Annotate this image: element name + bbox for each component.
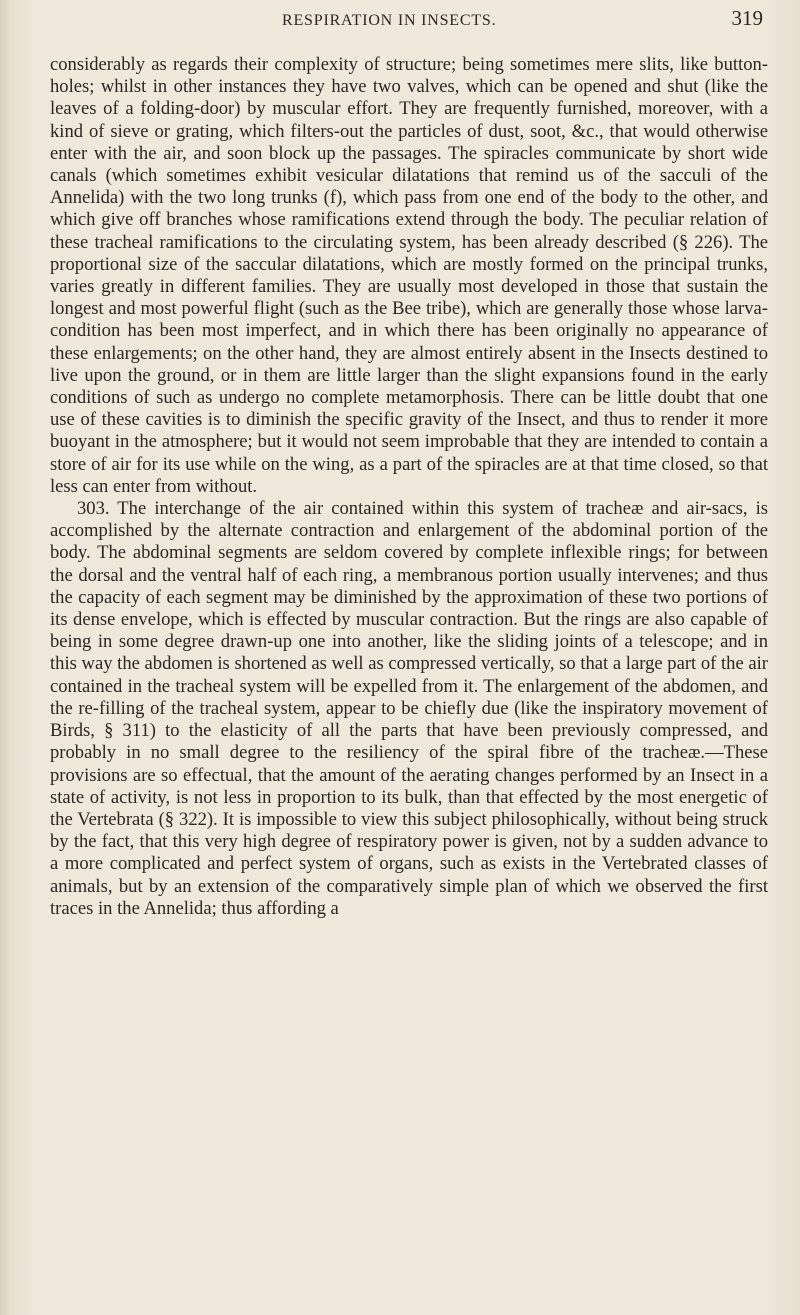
body-text — [50, 54, 768, 920]
page-gutter-shadow — [0, 0, 10, 1315]
page-number: 319 — [731, 6, 763, 30]
running-title: RESPIRATION IN INSECTS. — [282, 12, 497, 29]
running-head — [0, 6, 800, 36]
paragraph-303: 303. The interchange of the air contained within this system of tracheæ and air-sacs, is accomplished by the alternate contraction and enlargement of the abdominal portion of the body. The abdominal segments are seldom covered by complete inflexible rings; for between the dorsal and the ventral half of each ring, a membranous portion usually intervenes; and thus the capacity of each segment may be diminished by the approximation of these two portions of its dense envelope, which is effected by muscular contraction. But the rings are also capable of being in some degree drawn-up one into another, like the sliding joints of a telescope; and in this way the abdomen is shortened as well as compressed vertically, so that a large part of the air contained in the tracheal system will be expelled from it. The enlargement of the abdomen, and the re-filling of the tracheal system, appear to be chiefly due (like the inspiratory movement of Birds, § 311) to the elasticity of all the parts that have been previously compressed, and probably in no small degree to the resiliency of the spiral fibre of the tracheæ.—These provisions are so effectual, that the amount of the aerating changes performed by an Insect in a state of activity, is not less in proportion to its bulk, than that effected by the most energetic of the Vertebrata (§ 322). It is impossible to view this subject philosophically, without being struck by the fact, that this very high degree of respiratory power is given, not by a sudden advance to a more complicated and perfect system of organs, such as exists in the Vertebrated classes of animals, but by an extension of the comparatively simple plan of which we observed the first traces in the Annelida; thus affording a — [50, 498, 768, 919]
paragraph-continued: considerably as regards their complexity of structure; being sometimes mere slits, like button-holes; whilst in other instances they have two valves, which can be opened and shut (like the leaves of a folding-door) by muscular effort. They are frequently furnished, moreover, with a kind of sieve or grating, which filters-out the particles of dust, soot, &c., that would otherwise enter with the air, and soon block up the passages. The spiracles communicate by short wide canals (which sometimes exhibit vesicular dilatations that remind us of the sacculi of the Annelida) with the two long trunks (f), which pass from one end of the body to the other, and which give off branches whose ramifications extend through the body. The peculiar relation of these tracheal ramifications to the circulating system, has been already described (§ 226). The proportional size of the saccular dilatations, which are mostly formed on the principal trunks, varies greatly in different families. They are usually most developed in those that sustain the longest and most powerful flight (such as the Bee tribe), which are generally those whose larva-condition has been most imperfect, and in which there has been originally no appearance of these enlargements; on the other hand, they are almost entirely absent in the Insects destined to live upon the ground, or in them are little larger than the slight expansions found in the early conditions of such as undergo no complete metamorphosis. There can be little doubt that one use of these cavities is to diminish the specific gravity of the Insect, and thus to render it more buoyant in the atmosphere; but it would not seem improbable that they are intended to contain a store of air for its use while on the wing, as a part of the spiracles are at that time closed, so that less can enter from without. — [50, 54, 768, 497]
